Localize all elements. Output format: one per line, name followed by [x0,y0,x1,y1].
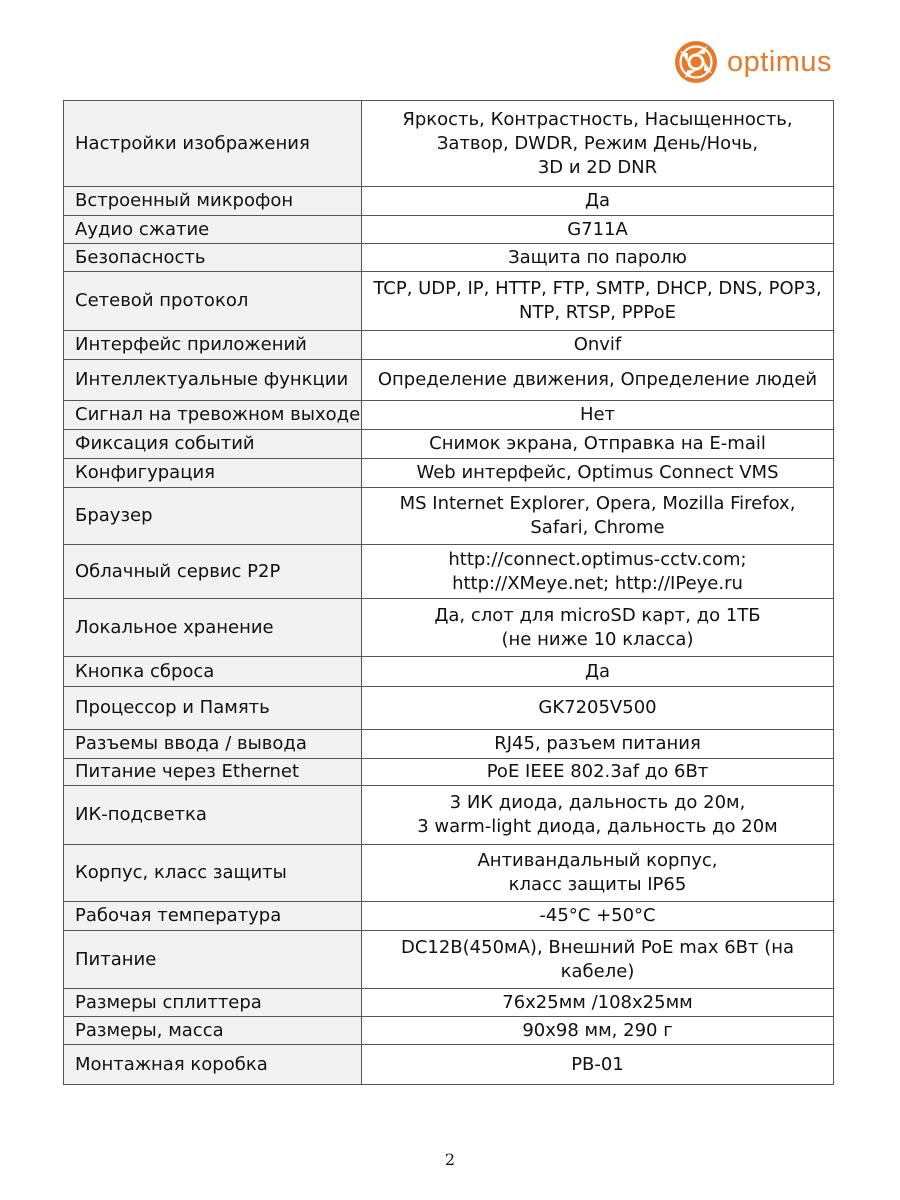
spec-key: Рабочая температура [64,902,362,931]
spec-row [64,244,834,272]
spec-key: Размеры, масса [64,1017,362,1045]
spec-key: Питание [64,931,362,989]
spec-row [64,187,834,216]
spec-key: Монтажная коробка [64,1045,362,1085]
spec-value: Да [362,657,834,687]
spec-key: Процессор и Память [64,687,362,730]
spec-value: TCP, UDP, IP, HTTP, FTP, SMTP, DHCP, DNS, POP3, NTP, RTSP, PPPoE [362,272,834,331]
spec-row [64,459,834,488]
spec-value: http://connect.optimus-cctv.com; http://XMeye.net; http://IPeye.ru [362,545,834,599]
spec-row [64,430,834,459]
spec-row [64,989,834,1017]
spec-key: Встроенный микрофон [64,187,362,216]
spec-value: RJ45, разъем питания [362,730,834,759]
spec-row [64,545,834,599]
spec-value: 3 ИК диода, дальность до 20м, 3 warm-light диода, дальность до 20м [362,786,834,845]
spec-key: Интерфейс приложений [64,331,362,360]
spec-table-body [64,101,834,1085]
spec-row [64,331,834,360]
spec-row [64,759,834,786]
spec-key: Облачный сервис P2P [64,545,362,599]
spec-value: GK7205V500 [362,687,834,730]
spec-value: DC12В(450мА), Внешний PoE max 6Вт (на кабеле) [362,931,834,989]
spec-value: Снимок экрана, Отправка на E-mail [362,430,834,459]
spec-row [64,488,834,545]
spec-row [64,657,834,687]
spec-row [64,599,834,657]
spec-key: Локальное хранение [64,599,362,657]
spec-value: MS Internet Explorer, Opera, Mozilla Firefox, Safari, Chrome [362,488,834,545]
spec-value: Onvif [362,331,834,360]
spec-value: Нет [362,401,834,430]
spec-value: Web интерфейс, Optimus Connect VMS [362,459,834,488]
brand-name: optimus [727,45,833,78]
optimus-logo-icon [674,40,718,84]
spec-key: Кнопка сброса [64,657,362,687]
spec-key: Разъемы ввода / вывода [64,730,362,759]
spec-key: ИК-подсветка [64,786,362,845]
spec-key: Питание через Ethernet [64,759,362,786]
spec-key: Фиксация событий [64,430,362,459]
spec-value: 76x25мм /108x25мм [362,989,834,1017]
spec-row [64,216,834,244]
spec-row [64,360,834,401]
spec-key: Настройки изображения [64,101,362,187]
spec-row [64,786,834,845]
spec-value: Яркость, Контрастность, Насыщенность, Затвор, DWDR, Режим День/Ночь, 3D и 2D DNR [362,101,834,187]
spec-value: Защита по паролю [362,244,834,272]
spec-table [63,100,834,1085]
spec-row [64,401,834,430]
spec-row [64,687,834,730]
page-number: 2 [444,1150,456,1169]
spec-value: G711A [362,216,834,244]
spec-key: Сетевой протокол [64,272,362,331]
spec-key: Интеллектуальные функции [64,360,362,401]
spec-row [64,1017,834,1045]
spec-value: -45°C +50°C [362,902,834,931]
spec-value: Да, слот для microSD карт, до 1ТБ (не ниже 10 класса) [362,599,834,657]
spec-value: 90x98 мм, 290 г [362,1017,834,1045]
spec-key: Конфигурация [64,459,362,488]
spec-row [64,1045,834,1085]
spec-value: Определение движения, Определение людей [362,360,834,401]
spec-row [64,845,834,902]
spec-key: Сигнал на тревожном выходе [64,401,362,430]
brand-logo [674,40,832,84]
spec-row [64,272,834,331]
spec-value: Да [362,187,834,216]
spec-key: Аудио сжатие [64,216,362,244]
spec-key: Размеры сплиттера [64,989,362,1017]
spec-key: Корпус, класс защиты [64,845,362,902]
spec-row [64,931,834,989]
spec-value: PoE IEEE 802.3af до 6Вт [362,759,834,786]
spec-value: Антивандальный корпус, класс защиты IP65 [362,845,834,902]
spec-row [64,730,834,759]
spec-row [64,902,834,931]
spec-key: Браузер [64,488,362,545]
spec-value: PB-01 [362,1045,834,1085]
spec-row [64,101,834,187]
spec-key: Безопасность [64,244,362,272]
